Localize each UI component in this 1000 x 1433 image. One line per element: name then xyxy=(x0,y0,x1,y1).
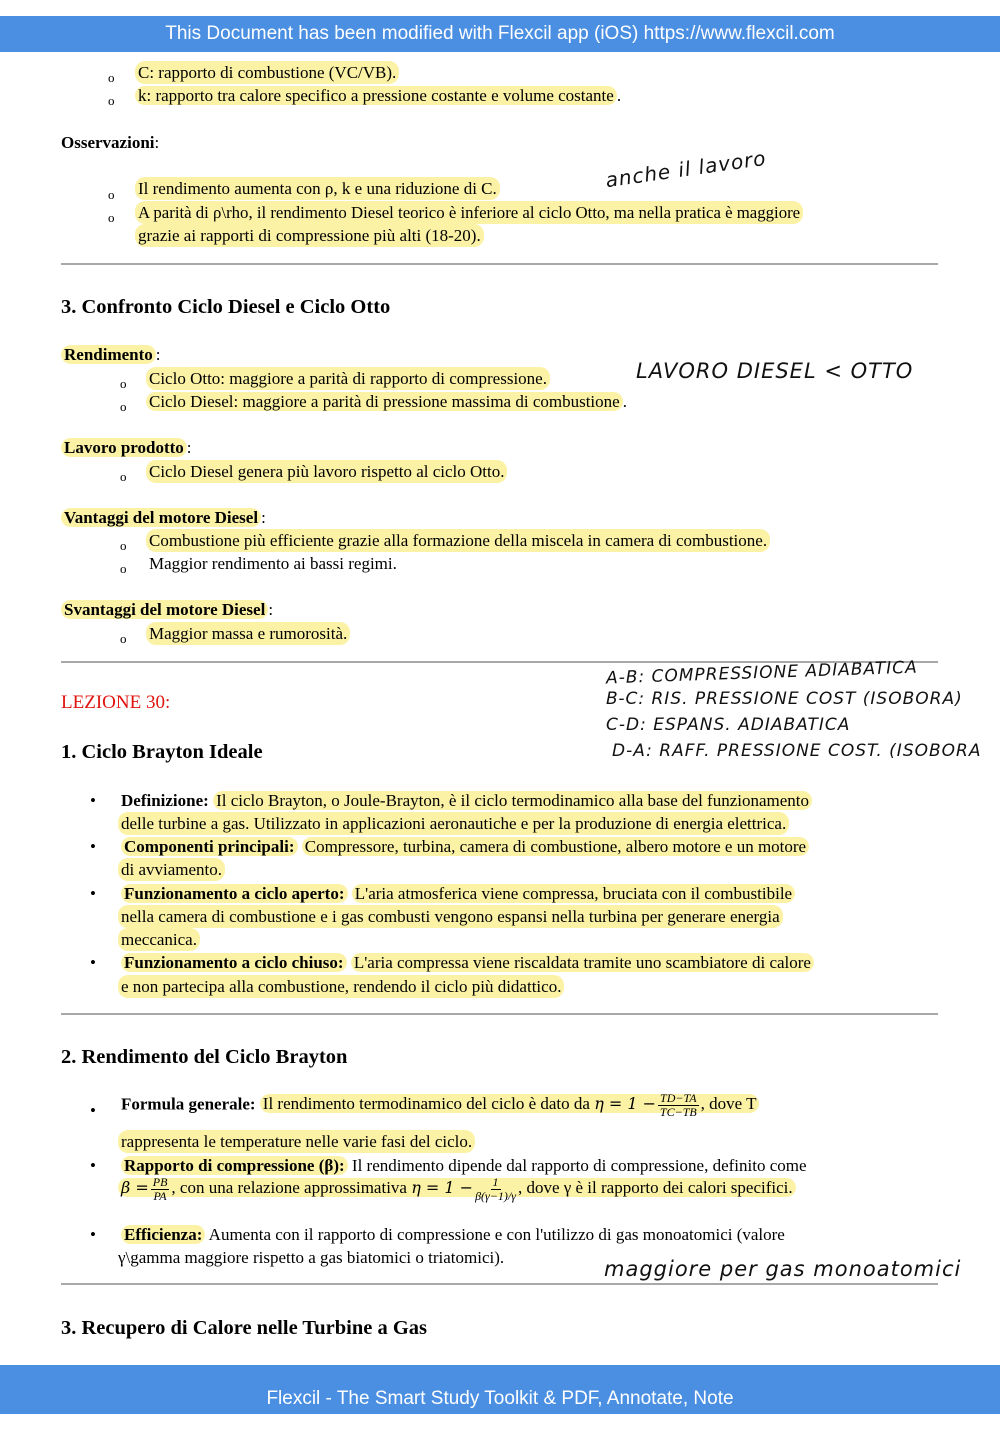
list-item: Maggior massa e rumorosità. xyxy=(146,622,350,645)
osservazioni-title: Osservazioni: xyxy=(61,133,160,152)
circle-bullet-icon: o xyxy=(120,376,127,391)
highlighted-text: L'aria atmosferica viene compressa, bruciata con il combustibile xyxy=(352,884,795,903)
fraction-denominator: β(γ−1)/γ xyxy=(475,1189,516,1203)
handwritten-note: maggiore per gas monoatomici xyxy=(604,1257,962,1281)
bullet-icon: • xyxy=(90,837,96,856)
list-item xyxy=(121,1223,785,1246)
fraction-denominator: PA xyxy=(153,1189,167,1203)
list-item: Combustione più efficiente grazie alla formazione della miscela in camera di combustione. xyxy=(146,529,770,552)
rendimento-label: Rendimento : xyxy=(61,343,161,366)
handwritten-note: C-D: ESPANS. ADIABATICA xyxy=(606,715,851,735)
list-item: Ciclo Diesel: maggiore a parità di pressione massima di combustione . xyxy=(146,390,627,413)
fraction xyxy=(475,1176,516,1203)
list-text: Il rendimento dipende dal rapporto di compressione, definito come xyxy=(351,1156,807,1175)
section-heading: 3. Recupero di Calore nelle Turbine a Gas xyxy=(61,1317,427,1339)
highlighted-text: L'aria compressa viene riscaldata tramite uno scambiatore di calore xyxy=(351,953,814,972)
flexcil-top-banner: This Document has been modified with Flexcil app (iOS) https://www.flexcil.com xyxy=(0,16,1000,52)
bold-label: Funzionamento a ciclo aperto: xyxy=(121,884,348,903)
section-heading: 3. Confronto Ciclo Diesel e Ciclo Otto xyxy=(61,296,391,318)
handwritten-note: D-A: RAFF. PRESSIONE COST. (ISOBORA xyxy=(612,741,982,761)
bold-label: Rapporto di compressione (β): xyxy=(121,1156,348,1175)
formula-text: Il rendimento termodinamico del ciclo è dato da xyxy=(262,1094,590,1114)
list-item xyxy=(121,789,812,812)
bold-label: Osservazioni xyxy=(61,133,155,152)
bold-label: Lavoro prodotto xyxy=(61,438,187,457)
bold-label: Vantaggi del motore Diesel xyxy=(61,508,261,527)
highlighted-formula xyxy=(260,1091,760,1119)
bold-label: Funzionamento a ciclo chiuso: xyxy=(121,953,347,972)
vantaggi-label: Vantaggi del motore Diesel : xyxy=(61,506,266,529)
fraction-denominator: TC−TB xyxy=(659,1105,697,1119)
list-item xyxy=(121,882,795,905)
list-item-continuation: rappresenta le temperature nelle varie fasi del ciclo. xyxy=(118,1130,475,1153)
circle-bullet-icon: o xyxy=(120,631,127,646)
section-heading: 1. Ciclo Brayton Ideale xyxy=(61,741,263,763)
handwritten-note: A-B: COMPRESSIONE ADIABATICA xyxy=(605,657,919,689)
list-item-continuation: delle turbine a gas. Utilizzato in applicazioni aeronautiche e per la produzione di energia elettrica. xyxy=(118,812,789,835)
bullet-icon: • xyxy=(90,953,96,972)
formula-text: , dove γ è il rapporto dei calori specifici. xyxy=(517,1178,793,1198)
circle-bullet-icon: o xyxy=(120,469,127,484)
fraction-numerator: TD−TA xyxy=(660,1091,697,1105)
circle-bullet-icon: o xyxy=(108,70,115,85)
list-item xyxy=(121,1092,759,1119)
list-item xyxy=(121,951,814,974)
flexcil-bottom-banner: Flexcil - The Smart Study Toolkit & PDF, Annotate, Note xyxy=(0,1365,1000,1414)
list-item: A parità di ρ\rho, il rendimento Diesel teorico è inferiore al ciclo Otto, ma nella pratica è maggiore xyxy=(135,201,803,224)
highlighted-formula xyxy=(118,1175,796,1203)
bold-label: Efficienza: xyxy=(121,1225,205,1244)
circle-bullet-icon: o xyxy=(120,399,127,414)
formula-text: , con una relazione approssimativa xyxy=(171,1178,407,1198)
list-item xyxy=(121,835,809,858)
list-item-continuation: γ\gamma maggiore rispetto a gas biatomici o triatomici). xyxy=(118,1248,505,1267)
list-item: k: rapporto tra calore specifico a pressione costante e volume costante . xyxy=(135,84,621,107)
bold-label: Formula generale: xyxy=(121,1094,256,1114)
list-item-continuation: meccanica. xyxy=(118,928,200,951)
divider xyxy=(61,1283,938,1285)
beta-equation: β = xyxy=(121,1178,149,1198)
list-item-continuation: e non partecipa alla combustione, rendendo il ciclo più didattico. xyxy=(118,975,564,998)
circle-bullet-icon: o xyxy=(108,93,115,108)
divider xyxy=(61,1013,938,1015)
handwritten-note: LAVORO DIESEL < OTTO xyxy=(636,359,914,383)
eta-equation: η = 1 − xyxy=(411,1178,474,1198)
list-item-continuation xyxy=(118,1176,796,1203)
bullet-icon: • xyxy=(90,884,96,903)
handwritten-note: anche il lavoro xyxy=(604,145,768,193)
lavoro-label: Lavoro prodotto : xyxy=(61,436,192,459)
circle-bullet-icon: o xyxy=(120,561,127,576)
circle-bullet-icon: o xyxy=(108,187,115,202)
bold-label: Svantaggi del motore Diesel xyxy=(61,600,268,619)
highlighted-text: Compressore, turbina, camera di combustione, albero motore e un motore xyxy=(302,837,809,856)
list-item-continuation: grazie ai rapporti di compressione più alti (18-20). xyxy=(135,224,484,247)
list-item-continuation: di avviamento. xyxy=(118,858,225,881)
highlighted-text: Ciclo Diesel: maggiore a parità di pressione massima di combustione xyxy=(146,392,623,411)
fraction-numerator: 1 xyxy=(492,1175,499,1189)
bold-label: Definizione: xyxy=(121,791,209,810)
list-item: Ciclo Otto: maggiore a parità di rapporto di compressione. xyxy=(146,367,550,390)
fraction-numerator: PB xyxy=(152,1175,168,1189)
bullet-icon: • xyxy=(90,1101,96,1120)
list-item: Il rendimento aumenta con ρ, k e una riduzione di C. xyxy=(135,177,500,200)
bullet-icon: • xyxy=(90,791,96,810)
bullet-icon: • xyxy=(90,1156,96,1175)
section-heading: 2. Rendimento del Ciclo Brayton xyxy=(61,1046,348,1068)
svantaggi-label: Svantaggi del motore Diesel : xyxy=(61,598,273,621)
list-item: C: rapporto di combustione (VC/VB). xyxy=(135,61,399,84)
divider xyxy=(61,263,938,265)
highlighted-text: Il ciclo Brayton, o Joule-Brayton, è il ciclo termodinamico alla base del funzionamento xyxy=(213,791,812,810)
list-item: Maggior rendimento ai bassi regimi. xyxy=(149,554,397,573)
bold-label: Componenti principali: xyxy=(121,837,298,856)
lesson-label: LEZIONE 30: xyxy=(61,692,171,713)
list-item: Ciclo Diesel genera più lavoro rispetto al ciclo Otto. xyxy=(146,460,507,483)
list-item xyxy=(121,1154,807,1177)
formula-equation: η = 1 − xyxy=(594,1094,657,1114)
fraction xyxy=(658,1092,699,1119)
circle-bullet-icon: o xyxy=(108,210,115,225)
fraction xyxy=(151,1176,170,1203)
bullet-icon: • xyxy=(90,1225,96,1244)
formula-after: , dove T xyxy=(700,1094,757,1114)
list-text: Aumenta con il rapporto di compressione e con l'utilizzo di gas monoatomici (valore xyxy=(208,1225,785,1244)
handwritten-note: B-C: RIS. PRESSIONE COST (ISOBORA) xyxy=(606,689,963,709)
circle-bullet-icon: o xyxy=(120,538,127,553)
bold-label: Rendimento xyxy=(61,345,156,364)
highlighted-text: k: rapporto tra calore specifico a pressione costante e volume costante xyxy=(135,86,617,105)
list-item-continuation: nella camera di combustione e i gas combusti vengono espansi nella turbina per generare energia xyxy=(118,905,783,928)
